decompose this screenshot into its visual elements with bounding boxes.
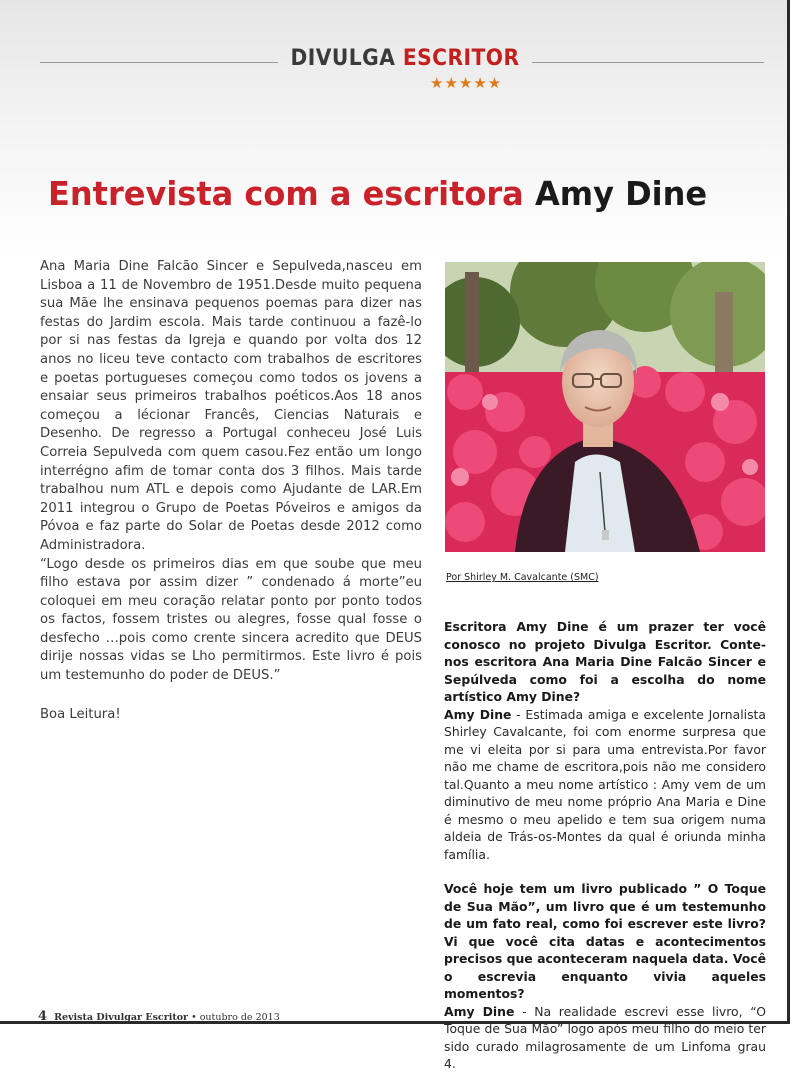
brand-word-escritor: ESCRITOR [402,46,520,71]
answer-2 [444,1003,766,1073]
question-2: Você hoje tem um livro publicado ” O Toque de Sua Mão”, um livro que é um testemunho de um fato real, como foi escrever este livro? Vi que você cita datas e acontecimentos precisos que aconteceram naquela data. Você o escrevia enquanto vivia aqueles momentos? [444,881,766,1001]
answer-1 [444,706,766,864]
interview-column [444,618,766,1073]
brand-logo [290,46,520,71]
quote-paragraph: “Logo desde os primeiros dias em que soube que meu filho estava por assim dizer ” condenado á morte”eu coloquei em meu coração relatar ponto por ponto todos os factos, fossem tristes ou alegres, fosse qual fosse o desfecho …pois como crente sincera acredito que DEUS dirije nossas vidas se Lho permitirmos. Este livro é pois um testemunho do poder de DEUS.” [40,556,422,684]
closing-line: Boa Leitura! [40,706,121,722]
magazine-name: Revista Divulgar Escritor [54,1012,189,1023]
issue-date: • outubro de 2013 [188,1012,280,1023]
page-footer [38,1009,280,1024]
left-column [40,258,422,724]
page-number: 4 [38,1009,48,1024]
author-photo [445,262,765,552]
answer-2-speaker: Amy Dine [444,1003,515,1019]
answer-1-text: - Estimada amiga e excelente Jornalista Shirley Cavalcante, foi com enorme surpresa que me vi eleita por si para uma entrevista.Por favor não me chame de escritora,pois não me considero tal.Quanto a meu nome artístico : Amy vem de um diminutivo de meu nome próprio Ana Maria e Dine é mesmo o meu apelido e tem sua origem numa aldeia de Trás-os-Montes da qual é oriunda minha família. [444,706,767,862]
brand-word-divulga: DIVULGA [290,46,396,71]
photo-caption: Por Shirley M. Cavalcante (SMC) [446,572,599,583]
bio-paragraph: Ana Maria Dine Falcão Sincer e Sepulveda,nasceu em Lisboa a 11 de Novembro de 1951.Desde muito pequena sua Mãe lhe ensinava pequenos poemas para dizer nas festas do Jardim escola. Mais tarde continuou a fazê-lo por si nas festas da Igreja e quando por volta dos 12 anos no liceu teve contacto com trabalhos de escritores e poetas portugueses começou como todos os jovens a ensaiar seus primeiros trabalhos poéticos.Aos 18 anos começou a lécionar Francês, Ciencias Naturais e Desenho. De regresso a Portugal conheceu José Luis Correia Sepulveda com quem casou.Fez então um longo interrégno afim de tomar conta dos 3 filhos. Mais tarde trabalhou num ATL e depois como Ajudante de LAR.Em 2011 integrou o Grupo de Poetas Póveiros e amigos da Póvoa e faz parte do Solar de Poetas desde 2012 como Administradora. [40,259,422,553]
author-portrait-image [445,262,765,552]
article-title [48,174,746,213]
paragraph-gap [444,863,766,880]
rating-stars-icon: ★★★★★ [430,74,503,92]
question-1: Escritora Amy Dine é um prazer ter você conosco no projeto Divulga Escritor. Conte-nos escritora Ana Maria Dine Falcão Sincer e Sepúlveda como foi a escolha do nome artístico Amy Dine? [444,619,766,704]
header-rule-right [532,62,764,63]
title-part-red: Entrevista com a escritora [48,174,524,213]
title-part-black: Amy Dine [534,174,708,213]
header-rule-left [40,62,278,63]
answer-1-speaker: Amy Dine [444,706,512,722]
answer-2-text: - Na realidade escrevi esse livro, “O Toque de Sua Mão” logo após meu filho do meio ter sido curado milagrosamente de um Linfoma grau 4. [444,1003,766,1071]
